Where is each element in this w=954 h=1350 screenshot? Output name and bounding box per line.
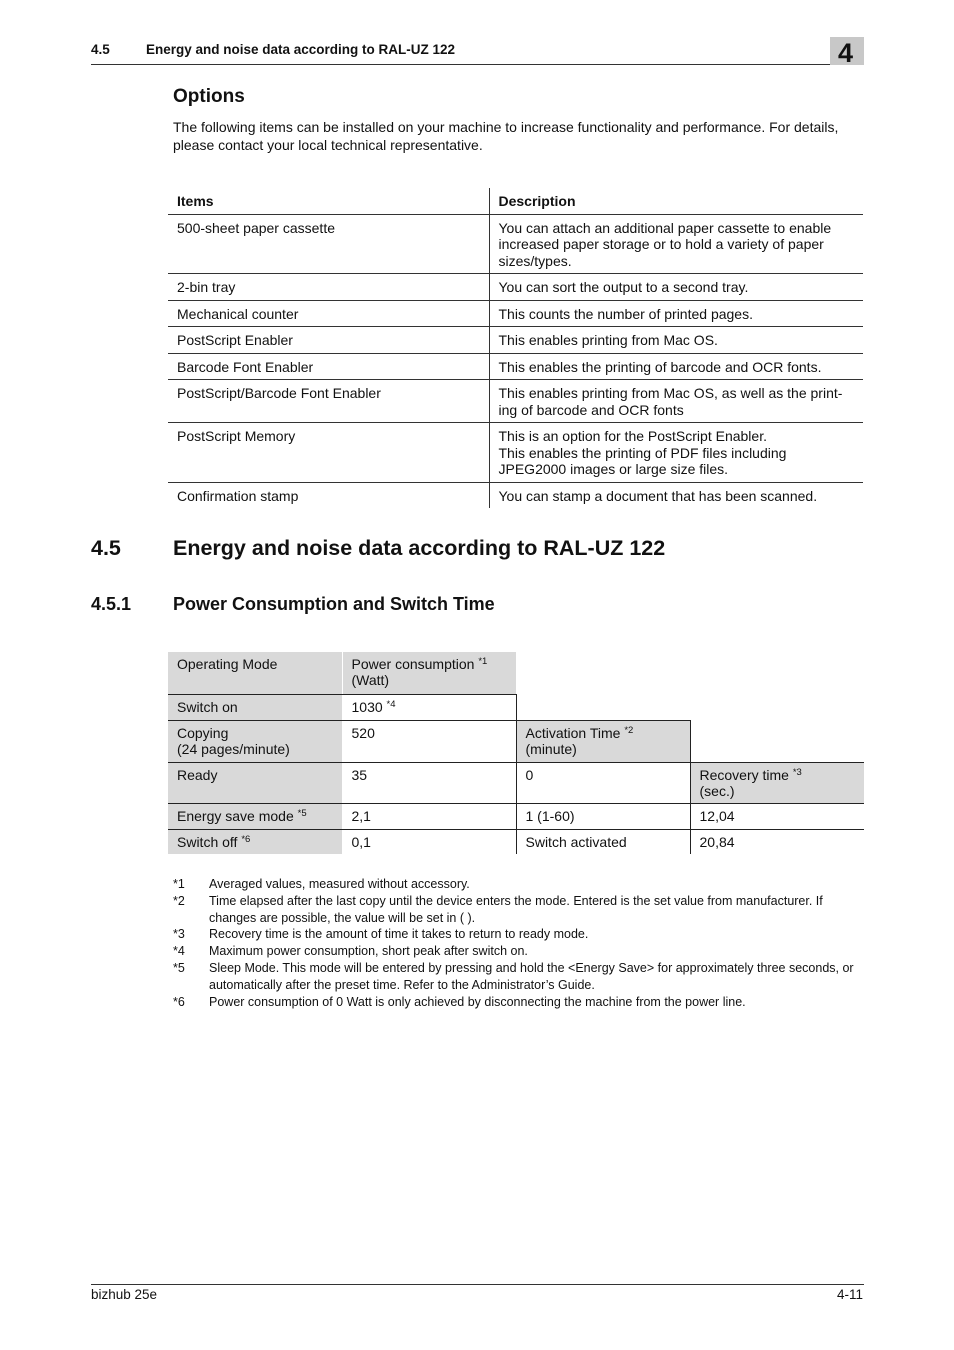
energy-save-value: 2,1	[351, 807, 371, 824]
option-item: Mechanical counter	[168, 300, 489, 327]
footnote	[173, 943, 863, 960]
table-row	[168, 274, 863, 301]
option-description: You can sort the output to a second tray.	[489, 274, 863, 301]
recovery-time-label: Recovery time	[699, 766, 789, 783]
empty-cell	[690, 720, 864, 762]
copying-label: Copying	[177, 724, 229, 741]
footnote-text: Sleep Mode. This mode will be entered by pressing and hold the <Energy Save> for approximately three seconds, or automatically after the preset time. Refer to the Administrator’s Guide.	[209, 960, 854, 992]
option-item: Confirmation stamp	[168, 482, 489, 508]
switch-on-label: Switch on	[177, 698, 238, 715]
table-row	[168, 694, 864, 720]
section-heading-4-5	[91, 536, 665, 561]
option-description: This enables printing from Mac OS, as well as the print-ing of barcode and OCR fonts	[489, 380, 863, 423]
footnote-ref: *1	[478, 656, 488, 667]
copying-value: 520	[351, 724, 375, 741]
footnote-ref: *4	[386, 698, 396, 710]
cell-copying	[168, 720, 342, 762]
table-row	[168, 762, 864, 803]
footnote	[173, 960, 863, 994]
options-col-items: Items	[168, 188, 489, 214]
footnote-ref: *6	[241, 833, 251, 845]
switch-off-value: 0,1	[351, 833, 371, 850]
table-row	[168, 423, 863, 483]
option-item: PostScript/Barcode Font Enabler	[168, 380, 489, 423]
table-row	[168, 380, 863, 423]
option-description: You can stamp a document that has been scanned.	[498, 487, 818, 504]
empty-cell	[516, 652, 690, 694]
cell-energy-save-activation	[516, 803, 690, 829]
energy-save-mode-label: Energy save mode	[177, 807, 294, 824]
energy-save-activation-value: 1 (1-60)	[525, 807, 575, 824]
footnote-text: Averaged values, measured without accessory.	[209, 877, 470, 891]
empty-cell	[690, 652, 864, 694]
option-description: This counts the number of printed pages.	[489, 300, 863, 327]
table-row	[168, 327, 863, 354]
cell-switch-on	[168, 694, 342, 720]
options-table-header-row	[168, 188, 863, 214]
empty-cell	[516, 694, 690, 720]
empty-cell	[690, 694, 864, 720]
table-row	[168, 720, 864, 762]
options-table	[168, 188, 863, 508]
footer-page-number: 4-11	[836, 1287, 863, 1302]
switch-on-value: 1030	[351, 698, 383, 715]
table-row	[168, 300, 863, 327]
table-row	[168, 353, 863, 380]
option-description: This is an option for the PostScript Enabler. This enables the printing of PDF files including JPEG2000 images or large size files.	[489, 423, 863, 483]
footnote	[173, 994, 863, 1011]
cell-energy-save-value	[342, 803, 516, 829]
footnote-text: Time elapsed after the last copy until the device enters the mode. Entered is the set value from manufacturer. If changes are possible, the value will be set in ( ).	[209, 893, 823, 925]
minute-unit: (minute)	[525, 740, 577, 757]
footnote-key: *2	[173, 893, 185, 908]
table-row	[168, 803, 864, 829]
options-intro: The following items can be installed on your machine to increase functionality and performance. For details, please contact your local technical representative.	[173, 119, 839, 153]
sec-unit: (sec.)	[699, 782, 735, 799]
ready-value: 35	[351, 766, 368, 783]
footnote-key: *6	[173, 994, 185, 1009]
footnote-ref: *2	[624, 724, 634, 736]
cell-operating-mode	[168, 652, 342, 694]
power-consumption-label: Power consumption	[351, 656, 475, 672]
table-row	[168, 482, 863, 508]
option-item: 500-sheet paper cassette	[168, 214, 489, 274]
header-rule	[91, 64, 864, 65]
power-consumption-table	[168, 652, 864, 854]
copying-rate: (24 pages/minute)	[177, 740, 290, 757]
switch-off-activation-value: Switch activated	[525, 833, 627, 850]
footnote-text: Recovery time is the amount of time it takes to return to ready mode.	[209, 927, 589, 942]
cell-activation-time	[516, 720, 690, 762]
energy-save-recovery-value: 12,04	[699, 807, 735, 824]
footnotes	[173, 876, 863, 1010]
footnote	[173, 926, 863, 943]
section-title: Energy and noise data according to RAL-UZ 122	[173, 536, 666, 560]
options-col-description: Description	[489, 188, 863, 214]
option-item: PostScript Enabler	[168, 327, 489, 354]
cell-copying-value	[342, 720, 516, 762]
header-title: Energy and noise data according to RAL-UZ 122	[146, 42, 456, 57]
cell-power-consumption	[342, 652, 516, 694]
option-description: This enables the printing of barcode and OCR fonts.	[489, 353, 863, 380]
table-row	[168, 652, 864, 694]
section-heading-4-5-1	[91, 594, 495, 615]
cell-energy-save-mode	[168, 803, 342, 829]
footnote-ref: *5	[297, 807, 307, 819]
cell-ready-value	[342, 762, 516, 803]
footer-product: bizhub 25e	[91, 1287, 158, 1302]
cell-recovery-time	[690, 762, 864, 803]
cell-ready-activation	[516, 762, 690, 803]
chapter-number: 4	[838, 38, 854, 68]
switch-off-recovery-value: 20,84	[699, 833, 735, 850]
footnote	[173, 893, 863, 927]
cell-switch-off-activation	[516, 829, 690, 854]
header-section-number: 4.5	[91, 42, 110, 57]
footnote-key: *3	[173, 927, 185, 942]
footer-rule	[91, 1284, 864, 1285]
cell-switch-on-value	[342, 694, 516, 720]
option-item: 2-bin tray	[168, 274, 489, 301]
table-row	[168, 214, 863, 274]
options-heading: Options	[173, 86, 245, 107]
section-number: 4.5	[91, 536, 121, 560]
table-row	[168, 829, 864, 854]
option-description: This enables printing from Mac OS.	[489, 327, 863, 354]
cell-switch-off-value	[342, 829, 516, 854]
cell-switch-off	[168, 829, 342, 854]
watt-unit: (Watt)	[351, 672, 390, 688]
activation-time-label: Activation Time	[525, 724, 621, 741]
footnote-ref: *3	[792, 766, 802, 778]
cell-ready	[168, 762, 342, 803]
ready-activation-value: 0	[525, 766, 534, 783]
subsection-number: 4.5.1	[91, 594, 132, 614]
footnote-key: *5	[173, 960, 185, 975]
option-item: PostScript Memory	[168, 423, 489, 483]
operating-mode-label: Operating Mode	[177, 656, 278, 672]
footnote-key: *1	[173, 877, 185, 891]
cell-energy-save-recovery	[690, 803, 864, 829]
subsection-title: Power Consumption and Switch Time	[173, 594, 495, 614]
option-item: Barcode Font Enabler	[168, 353, 489, 380]
footnote-key: *4	[173, 944, 185, 959]
footnote	[173, 876, 863, 893]
cell-switch-off-recovery	[690, 829, 864, 854]
ready-label: Ready	[177, 766, 218, 783]
footnote-text: Maximum power consumption, short peak after switch on.	[209, 944, 528, 959]
option-description: You can attach an additional paper cassette to enable increased paper storage or to hold a variety of paper sizes/types.	[489, 214, 863, 274]
switch-off-label: Switch off	[177, 833, 238, 850]
footnote-text: Power consumption of 0 Watt is only achieved by disconnecting the machine from the power line.	[209, 994, 746, 1009]
